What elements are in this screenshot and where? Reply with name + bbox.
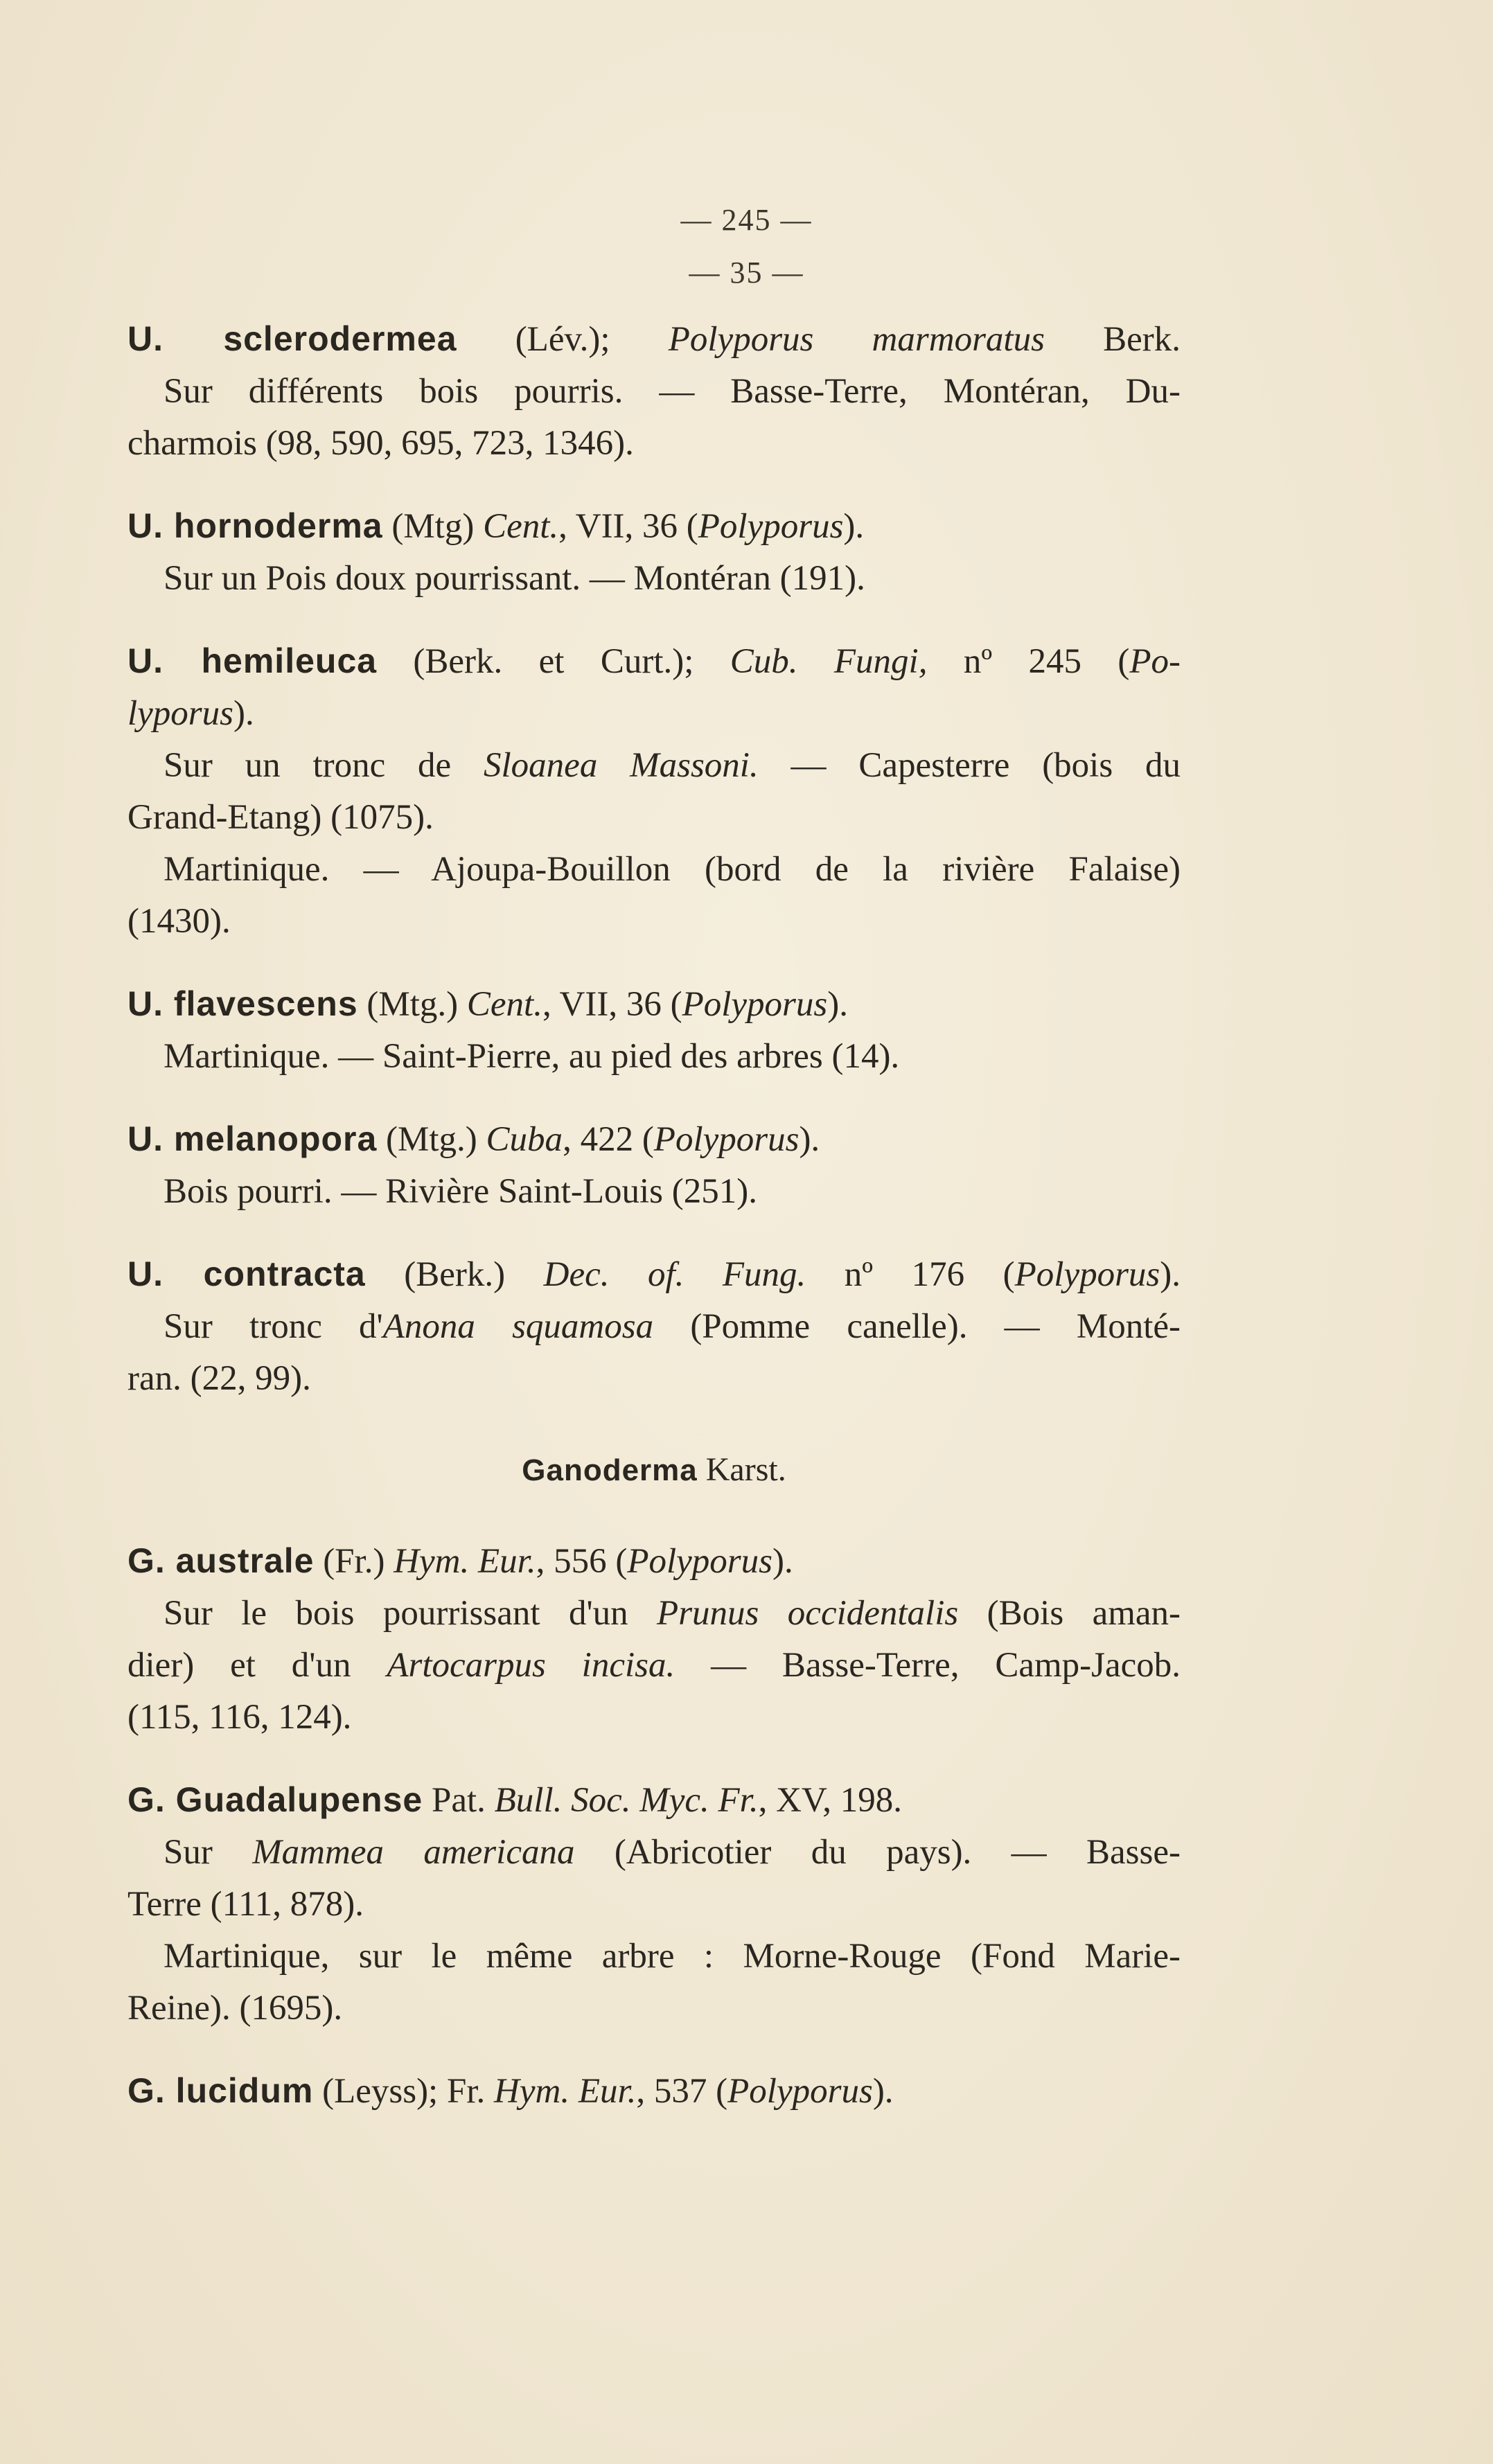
species-entry-contracta <box>127 1248 1181 1405</box>
species-entry-guadalupense <box>127 1774 1181 2035</box>
species-entry-hemileuca <box>127 635 1181 948</box>
entry-line: Bois pourri. — Rivière Saint-Louis (251). <box>164 1172 757 1211</box>
entry-line: Martinique, sur le même arbre : Morne-Rouge (Fond Marie- <box>164 1937 1181 1976</box>
page-body <box>127 313 1181 2148</box>
species-name: U. hornoderma <box>127 506 383 545</box>
entry-text <box>127 500 1181 605</box>
entry-heading-line: U. contracta (Berk.) Dec. of. Fung. nº 176 (Polyporus). <box>127 1255 1181 1294</box>
genus-author: Karst. <box>697 1451 786 1488</box>
entry-heading-line: U. sclerodermea (Lév.); Polyporus marmoratus Berk. <box>127 319 1181 359</box>
entry-line: Martinique. — Saint-Pierre, au pied des arbres (14). <box>164 1037 900 1076</box>
entry-line: lyporus). <box>127 694 254 733</box>
entry-line: Sur tronc d'Anona squamosa (Pomme canelle). — Monté- <box>164 1307 1181 1346</box>
entry-heading-line: U. flavescens (Mtg.) Cent., VII, 36 (Polyporus). <box>127 984 848 1024</box>
entry-text <box>127 1113 1181 1218</box>
species-name: U. melanopora <box>127 1119 378 1158</box>
species-entry-melanopora <box>127 1113 1181 1218</box>
entry-heading-line: G. australe (Fr.) Hym. Eur., 556 (Polyporus). <box>127 1541 793 1581</box>
entry-heading-line: U. melanopora (Mtg.) Cuba, 422 (Polyporus). <box>127 1119 820 1159</box>
entry-text <box>127 635 1181 948</box>
entry-heading-line: G. lucidum (Leyss); Fr. Hym. Eur., 537 (Polyporus). <box>127 2071 894 2111</box>
entry-line: ran. (22, 99). <box>127 1359 311 1398</box>
entry-line: Terre (111, 878). <box>127 1885 364 1924</box>
entry-text <box>127 1774 1181 2035</box>
entry-line: Sur un tronc de Sloanea Massoni. — Capesterre (bois du <box>164 746 1181 785</box>
entry-line: (1430). <box>127 902 231 941</box>
species-name: U. flavescens <box>127 984 358 1023</box>
genus-name: Ganoderma <box>522 1453 698 1487</box>
species-name: U. sclerodermea <box>127 319 457 358</box>
species-name: G. lucidum <box>127 2071 314 2110</box>
species-entry-hornoderma <box>127 500 1181 605</box>
entry-text <box>127 978 1181 1083</box>
entry-line: Sur Mammea americana (Abricotier du pays). — Basse- <box>164 1833 1181 1872</box>
genus-header <box>127 1444 1181 1496</box>
entry-line: Sur différents bois pourris. — Basse-Terre, Montéran, Du- <box>164 372 1181 411</box>
species-name: U. contracta <box>127 1255 366 1293</box>
species-name: G. australe <box>127 1541 315 1580</box>
species-name: U. hemileuca <box>127 641 378 680</box>
page-number-primary: — 245 — <box>680 203 813 237</box>
entry-heading-line: U. hornoderma (Mtg) Cent., VII, 36 (Polyporus). <box>127 506 865 546</box>
species-entry-lucidum <box>127 2065 1181 2118</box>
entry-line: Martinique. — Ajoupa-Bouillon (bord de la rivière Falaise) <box>164 850 1181 889</box>
entry-line: Grand-Etang) (1075). <box>127 798 434 837</box>
species-entry-sclerodermea <box>127 313 1181 470</box>
page-number-secondary: — 35 — <box>689 256 804 290</box>
entry-heading-line: U. hemileuca (Berk. et Curt.); Cub. Fungi, nº 245 (Po- <box>127 641 1181 681</box>
entry-text <box>127 1535 1181 1744</box>
entry-line: charmois (98, 590, 695, 723, 1346). <box>127 424 634 463</box>
species-entry-flavescens <box>127 978 1181 1083</box>
species-entry-australe <box>127 1535 1181 1744</box>
entry-line: Reine). (1695). <box>127 1989 343 2028</box>
entry-line: (115, 116, 124). <box>127 1698 352 1737</box>
species-name: G. Guadalupense <box>127 1780 423 1819</box>
entry-line: dier) et d'un Artocarpus incisa. — Basse-Terre, Camp-Jacob. <box>127 1646 1181 1685</box>
entry-line: Sur le bois pourrissant d'un Prunus occidentalis (Bois aman- <box>164 1594 1181 1633</box>
entry-text <box>127 1248 1181 1405</box>
entry-heading-line: G. Guadalupense Pat. Bull. Soc. Myc. Fr., XV, 198. <box>127 1780 902 1820</box>
entry-text <box>127 313 1181 470</box>
entry-line: Sur un Pois doux pourrissant. — Montéran (191). <box>164 559 865 598</box>
entry-text <box>127 2065 1181 2118</box>
